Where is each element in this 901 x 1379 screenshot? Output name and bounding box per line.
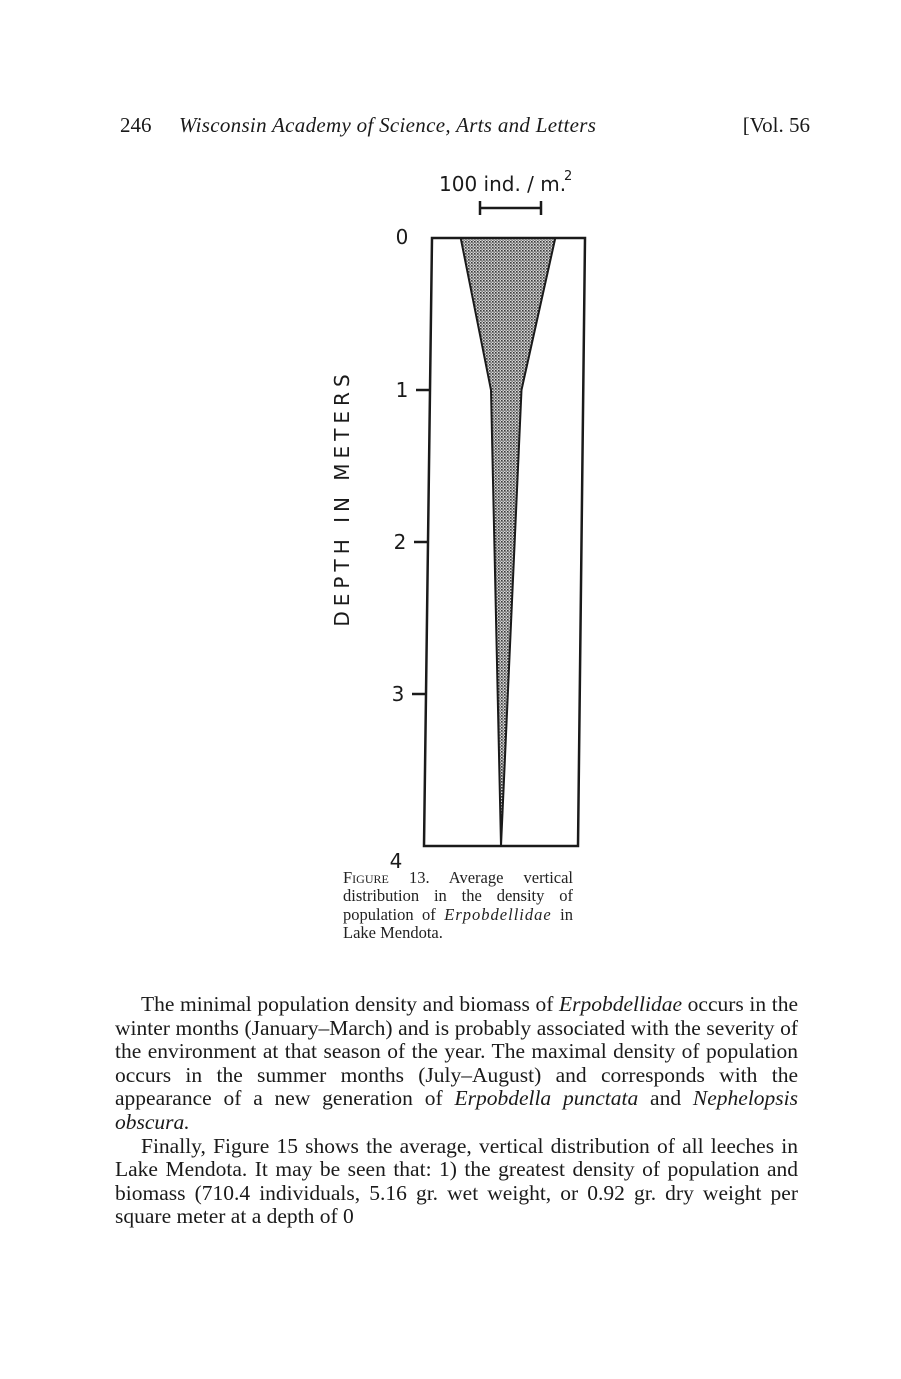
body-text: [115, 993, 798, 1229]
figure-caption: [343, 869, 573, 942]
caption-text-start: Average vertical distribution in the density of population of: [343, 868, 574, 924]
p1-taxon: Erpobdellidae: [559, 992, 683, 1016]
caption-taxon: Erpobdellidae: [444, 904, 552, 924]
depth-tick-label: 3: [391, 682, 405, 706]
running-header: [120, 113, 810, 143]
volume-label: [Vol. 56: [742, 113, 810, 137]
journal-title: Wisconsin Academy of Science, Arts and Letters: [179, 113, 597, 137]
depth-distribution-chart: [300, 160, 640, 873]
p1-text-start: The minimal population density and biomass of: [141, 992, 554, 1016]
depth-tick-label: 1: [395, 378, 409, 402]
depth-tick-label: 2: [393, 530, 407, 554]
caption-text-end: in Lake Mendota.: [343, 904, 574, 942]
paragraph-1: [115, 993, 798, 1135]
p1-species-1: Erpobdella punctata: [454, 1086, 639, 1111]
depth-tick-label: 4: [389, 849, 403, 873]
y-axis-title: DEPTH IN METERS: [330, 369, 354, 627]
scale-bar: [480, 201, 541, 215]
p1-conjunction: and: [650, 1086, 682, 1111]
depth-tick-label: 0: [395, 225, 409, 249]
figure-13: [300, 160, 640, 873]
p1-text-middle: occurs in the winter months (January–March) and is probably associated with the severity of the environment at that season of the year. The maximal density of population occurs in the summer months (July–August) and corresponds with the appearance of a new generation of: [115, 992, 799, 1111]
page-number: 246: [120, 113, 152, 137]
caption-figure-label: Figure 13.: [343, 868, 430, 887]
density-profile-area: [461, 238, 556, 846]
scale-bar-superscript: 2: [564, 169, 573, 184]
paragraph-2: Finally, Figure 15 shows the average, vertical distribution of all leeches in Lake Mendota. It may be seen that: 1) the greatest density of population and biomass (710.4 individuals, 5.16 gr. wet weight, or 0.92 gr. dry weight per square meter at a depth of 0: [115, 1133, 798, 1229]
p1-species-2: Nephelopsis obscura.: [115, 1086, 799, 1134]
scale-bar-label: 100 ind. / m.: [439, 172, 567, 196]
